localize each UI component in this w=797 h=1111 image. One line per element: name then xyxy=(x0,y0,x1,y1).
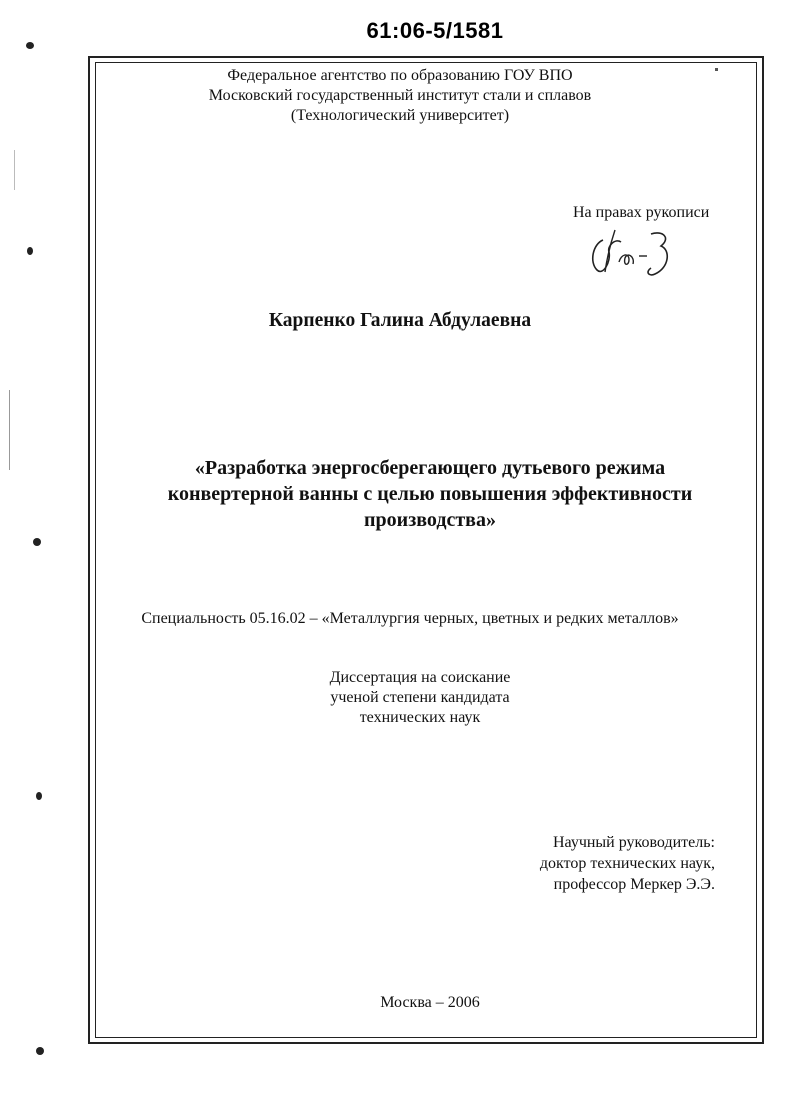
title-line: конвертерной ванны с целью повышения эффективности xyxy=(167,483,693,505)
archive-stamp: 61:06-5/1581 xyxy=(366,18,504,43)
scan-mark xyxy=(36,1047,44,1055)
scan-streak xyxy=(9,390,10,470)
frame-right-line-inner xyxy=(756,62,757,1038)
scan-mark xyxy=(715,68,718,71)
frame-bottom-line-inner xyxy=(96,1037,756,1038)
scan-mark xyxy=(27,247,33,255)
degree-line: технических наук xyxy=(359,709,481,726)
scan-streak xyxy=(14,150,15,190)
dissertation-title xyxy=(120,455,740,533)
degree-line: Диссертация на соискание xyxy=(329,669,511,686)
scan-mark xyxy=(36,792,42,800)
manuscript-note: На правах рукописи xyxy=(573,204,710,221)
title-line: производства» xyxy=(364,509,496,531)
scientific-advisor xyxy=(420,832,715,895)
institution-line-name: Московский государственный институт стали и сплавов xyxy=(208,87,592,104)
frame-right-line xyxy=(762,56,764,1044)
advisor-line: профессор Меркер Э.Э. xyxy=(553,876,715,893)
frame-bottom-line xyxy=(88,1042,764,1044)
institution-line-agency: Федеральное агентство по образованию ГОУ ВПО xyxy=(227,67,573,84)
advisor-line: Научный руководитель: xyxy=(552,834,715,851)
author-name: Карпенко Галина Абдулаевна xyxy=(268,310,532,331)
institution-header xyxy=(110,66,690,126)
degree-statement xyxy=(240,668,600,728)
institution-line-subtitle: (Технологический университет) xyxy=(290,107,510,124)
frame-left-line xyxy=(88,56,90,1044)
title-line: «Разработка энергосберегающего дутьевого режима xyxy=(194,457,666,479)
specialty: Специальность 05.16.02 – «Металлургия черных, цветных и редких металлов» xyxy=(141,610,679,627)
scan-mark xyxy=(26,42,34,49)
frame-top-line xyxy=(88,56,764,58)
degree-line: ученой степени кандидата xyxy=(330,689,510,706)
advisor-line: доктор технических наук, xyxy=(539,855,715,872)
frame-left-line-inner xyxy=(95,62,96,1038)
city-year: Москва – 2006 xyxy=(380,994,480,1011)
scan-mark xyxy=(33,538,41,546)
signature xyxy=(585,222,675,282)
frame-top-line-inner xyxy=(96,62,756,63)
